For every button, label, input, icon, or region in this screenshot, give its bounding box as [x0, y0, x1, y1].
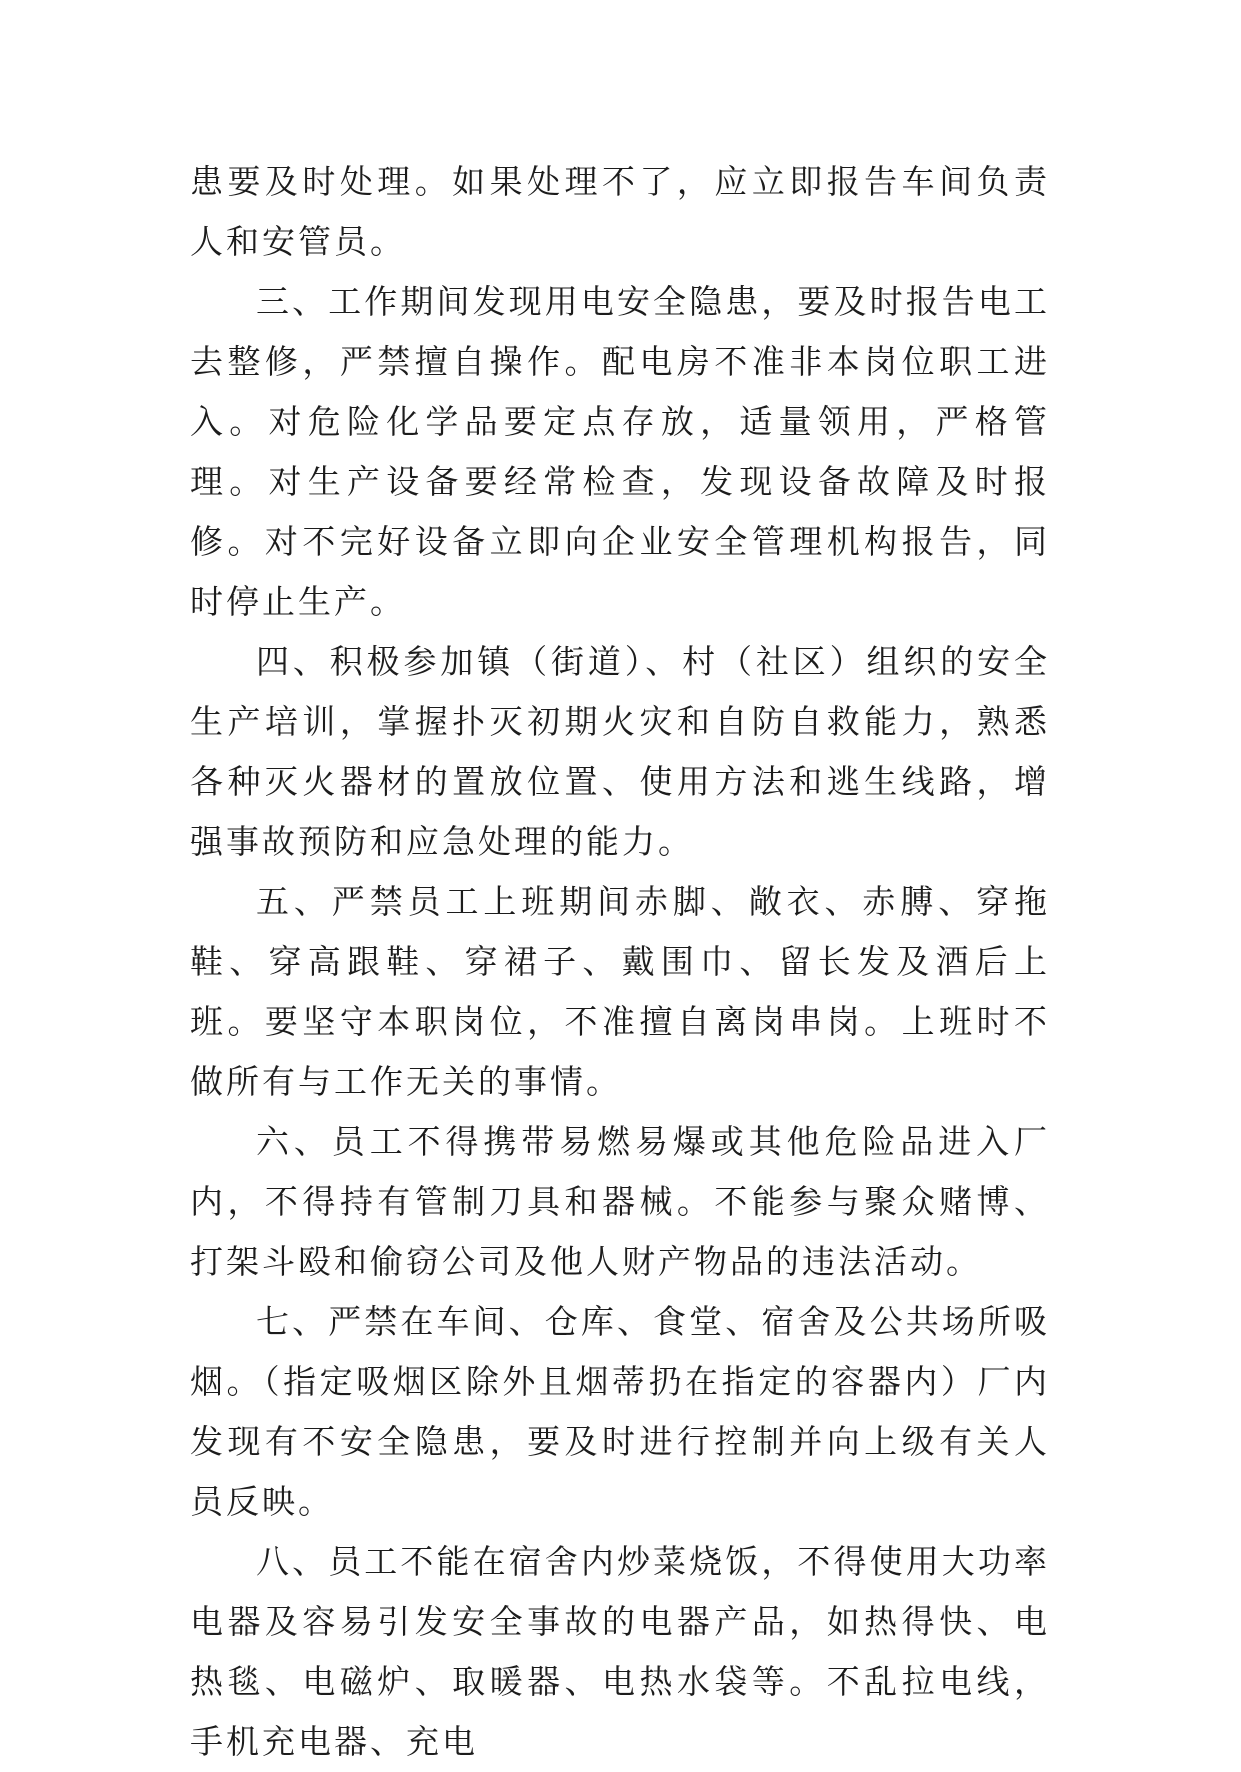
paragraph-item-8: 八、员工不能在宿舍内炒菜烧饭，不得使用大功率电器及容易引发安全事故的电器产品，如热得快、电热毯、电磁炉、取暖器、电热水袋等。不乱拉电线，手机充电器、充电: [190, 1542, 1050, 1761]
document-body: [190, 152, 1050, 1772]
paragraph-item-4: 四、积极参加镇（街道）、村（社区）组织的安全生产培训，掌握扑灭初期火灾和自防自救能力，熟悉各种灭火器材的置放位置、使用方法和逃生线路，增强事故预防和应急处理的能力。: [190, 642, 1050, 861]
paragraph-continuation: 患要及时处理。如果处理不了，应立即报告车间负责人和安管员。: [190, 162, 1050, 261]
paragraph-item-5: 五、严禁员工上班期间赤脚、敞衣、赤膊、穿拖鞋、穿高跟鞋、穿裙子、戴围巾、留长发及酒后上班。要坚守本职岗位，不准擅自离岗串岗。上班时不做所有与工作无关的事情。: [190, 882, 1050, 1101]
paragraph-item-3: 三、工作期间发现用电安全隐患，要及时报告电工去整修，严禁擅自操作。配电房不准非本岗位职工进入。对危险化学品要定点存放，适量领用，严格管理。对生产设备要经常检查，发现设备故障及时报修。对不完好设备立即向企业安全管理机构报告，同时停止生产。: [190, 282, 1050, 621]
paragraph-item-7: 七、严禁在车间、仓库、食堂、宿舍及公共场所吸烟。（指定吸烟区除外且烟蒂扔在指定的容器内）厂内发现有不安全隐患，要及时进行控制并向上级有关人员反映。: [190, 1302, 1050, 1521]
paragraph-item-6: 六、员工不得携带易燃易爆或其他危险品进入厂内，不得持有管制刀具和器械。不能参与聚众赌博、打架斗殴和偷窃公司及他人财产物品的违法活动。: [190, 1122, 1050, 1281]
